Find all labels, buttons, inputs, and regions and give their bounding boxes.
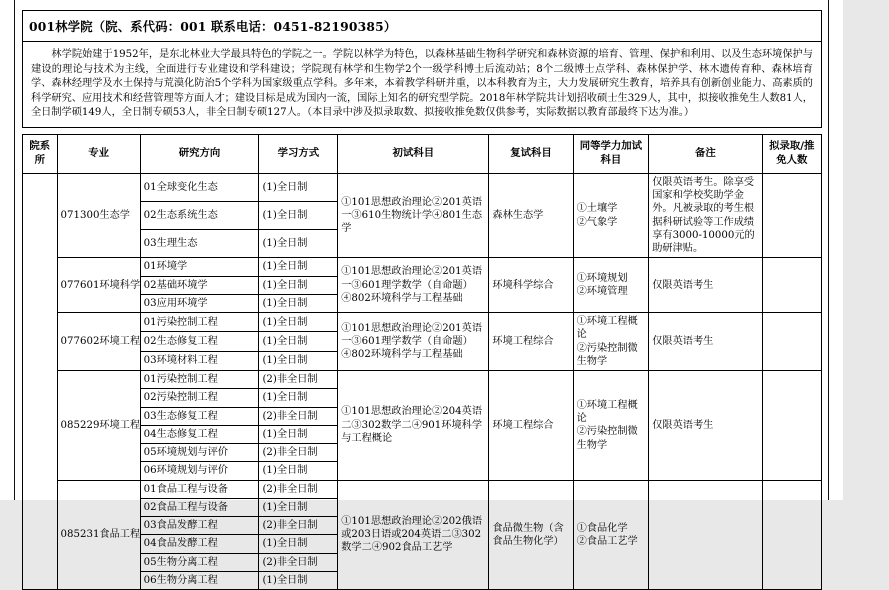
college-intro-text: 林学院始建于1952年，是东北林业大学最具特色的学院之一。学院以林学为特色，以森林基础生物科学研究和森林资源的培育、管理、保护和利用、以及生态环境保护与建设的理论与技术为主线，全面进行专业建设和学科建设；学院现有林学和生物学2个一级学科博士后流动站；8个二级博士点学科、森林保护学、林木遗传育种、森林培育学、森林经理学及水土保持与荒漠化防治5个学科为国家级重点学科。多年来，本着教学科研并重，以本科教育为主，大力发展研究生教育，培养具有创新创业能力、高素质的科学研究、应用技术和经营管理等方面人才；建设目标是成为国内一流，国际上知名的研究型学院。2018年林学院共计划招收硕士生329人，其中，拟接收推免生人数81人，全日制学硕149人，全日制专硕53人，非全日制专硕127人。（本目录中涉及拟录取数、拟接收推免数仅供参考，实际数据以教育部最终下达为准。） <box>31 49 813 119</box>
col-header-additional-exam: 同等学力加试科目 <box>573 134 649 173</box>
cell-additional-exam: ①食品化学 ②食品工艺学 <box>573 480 649 590</box>
cell-initial-exam: ①101思想政治理论②201英语一③601理学数学（自命题）④802环境科学与工程基础 <box>338 313 489 371</box>
cell-initial-exam: ①101思想政治理论②202俄语或203日语或204英语二③302数学二④902食品工艺学 <box>338 480 489 590</box>
cell-research-direction: 05环境规划与评价 <box>140 444 259 462</box>
cell-additional-exam: ①环境规划 ②环境管理 <box>573 258 649 313</box>
cell-retest-subject: 环境工程综合 <box>489 371 573 481</box>
cell-study-mode: (2)非全日制 <box>259 553 338 571</box>
table-row <box>23 173 822 201</box>
cell-remarks: 仅限英语考生。除享受国家和学校奖助学金外。凡被录取的考生根据科研试验等工作成绩享有3000-10000元的助研津贴。 <box>649 173 762 258</box>
cell-major: 085229环境工程 <box>57 371 140 481</box>
col-header-retest: 复试科目 <box>489 134 573 173</box>
cell-study-mode: (2)非全日制 <box>259 371 338 389</box>
cell-research-direction: 03环境材料工程 <box>140 351 259 370</box>
cell-study-mode: (1)全日制 <box>259 332 338 351</box>
college-title-box <box>22 10 822 41</box>
cell-quota <box>762 480 821 590</box>
cell-retest-subject: 食品微生物（含食品生物化学） <box>489 480 573 590</box>
cell-research-direction: 02生态系统生态 <box>140 201 259 229</box>
cell-study-mode: (1)全日制 <box>259 294 338 312</box>
cell-study-mode: (2)非全日制 <box>259 407 338 425</box>
cell-major: 077601环境科学 <box>57 258 140 313</box>
cell-research-direction: 05生物分离工程 <box>140 553 259 571</box>
cell-research-direction: 03食品发酵工程 <box>140 517 259 535</box>
cell-research-direction: 03应用环境学 <box>140 294 259 312</box>
cell-research-direction: 02食品工程与设备 <box>140 498 259 516</box>
cell-study-mode: (1)全日制 <box>259 571 338 589</box>
cell-study-mode: (1)全日制 <box>259 230 338 258</box>
col-header-major: 专业 <box>57 134 140 173</box>
cell-study-mode: (1)全日制 <box>259 173 338 201</box>
cell-research-direction: 04食品发酵工程 <box>140 535 259 553</box>
cell-study-mode: (1)全日制 <box>259 276 338 294</box>
col-header-initial-exam: 初试科目 <box>338 134 489 173</box>
col-header-study-mode: 学习方式 <box>259 134 338 173</box>
cell-research-direction: 01污染控制工程 <box>140 371 259 389</box>
cell-research-direction: 06生物分离工程 <box>140 571 259 589</box>
cell-quota <box>762 173 821 258</box>
cell-research-direction: 04生态修复工程 <box>140 425 259 443</box>
cell-study-mode: (1)全日制 <box>259 201 338 229</box>
cell-remarks: 仅限英语考生 <box>649 258 762 313</box>
cell-remarks: 仅限英语考生 <box>649 371 762 481</box>
cell-study-mode: (1)全日制 <box>259 313 338 332</box>
page-title: 001林学院（院、系代码：001 联系电话：0451-82190385） <box>29 19 397 34</box>
col-header-remarks: 备注 <box>649 134 762 173</box>
cell-research-direction: 01环境学 <box>140 258 259 276</box>
cell-initial-exam: ①101思想政治理论②201英语一③610生物统计学④801生态学 <box>338 173 489 258</box>
cell-major: 071300生态学 <box>57 173 140 258</box>
cell-retest-subject: 森林生态学 <box>489 173 573 258</box>
table-row <box>23 313 822 332</box>
cell-research-direction: 02生态修复工程 <box>140 332 259 351</box>
cell-retest-subject: 环境科学综合 <box>489 258 573 313</box>
cell-remarks: 仅限英语考生 <box>649 313 762 371</box>
cell-research-direction: 03生理生态 <box>140 230 259 258</box>
cell-major: 085231食品工程 <box>57 480 140 590</box>
cell-research-direction: 03生态修复工程 <box>140 407 259 425</box>
cell-study-mode: (2)非全日制 <box>259 480 338 498</box>
cell-remarks <box>649 480 762 590</box>
cell-study-mode: (1)全日制 <box>259 425 338 443</box>
cell-research-direction: 06环境规划与评价 <box>140 462 259 480</box>
cell-research-direction: 02基础环境学 <box>140 276 259 294</box>
cell-initial-exam: ①101思想政治理论②204英语二③302数学二④901环境科学与工程概论 <box>338 371 489 481</box>
table-header-row <box>23 134 822 173</box>
cell-study-mode: (2)非全日制 <box>259 517 338 535</box>
table-row <box>23 480 822 498</box>
cell-research-direction: 01污染控制工程 <box>140 313 259 332</box>
cell-study-mode: (1)全日制 <box>259 258 338 276</box>
cell-research-direction: 01全球变化生态 <box>140 173 259 201</box>
cell-study-mode: (1)全日制 <box>259 351 338 370</box>
cell-quota <box>762 258 821 313</box>
cell-quota <box>762 371 821 481</box>
cell-quota <box>762 313 821 371</box>
table-row <box>23 371 822 389</box>
cell-initial-exam: ①101思想政治理论②201英语一③601理学数学（自命题）④802环境科学与工程基础 <box>338 258 489 313</box>
cell-study-mode: (1)全日制 <box>259 462 338 480</box>
cell-retest-subject: 环境工程综合 <box>489 313 573 371</box>
cell-study-mode: (1)全日制 <box>259 389 338 407</box>
col-header-research-direction: 研究方向 <box>140 134 259 173</box>
table-row <box>23 258 822 276</box>
cell-additional-exam: ①环境工程概论 ②污染控制微生物学 <box>573 371 649 481</box>
cell-study-mode: (1)全日制 <box>259 498 338 516</box>
cell-additional-exam: ①环境工程概论 ②污染控制微生物学 <box>573 313 649 371</box>
table-body <box>23 173 822 589</box>
cell-major: 077602环境工程 <box>57 313 140 371</box>
cell-additional-exam: ①土壤学 ②气象学 <box>573 173 649 258</box>
col-header-department: 院系所 <box>23 134 58 173</box>
col-header-quota: 拟录取/推免人数 <box>762 134 821 173</box>
cell-study-mode: (1)全日制 <box>259 535 338 553</box>
cell-research-direction: 01食品工程与设备 <box>140 480 259 498</box>
cell-department <box>23 173 58 589</box>
college-intro-box <box>22 41 822 127</box>
cell-study-mode: (2)非全日制 <box>259 444 338 462</box>
page-content <box>22 0 822 590</box>
admissions-catalog-table <box>22 134 822 590</box>
cell-research-direction: 02污染控制工程 <box>140 389 259 407</box>
